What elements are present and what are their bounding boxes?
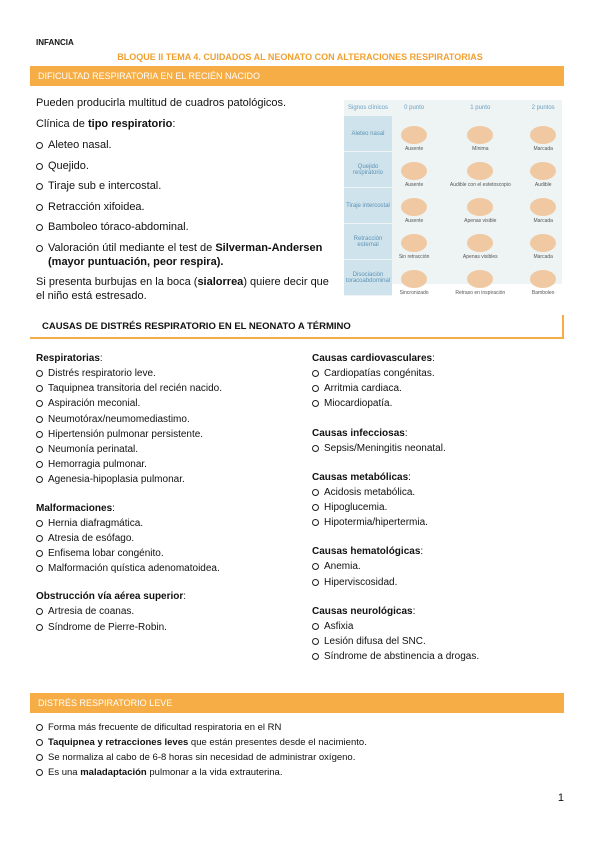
figure-caption: Marcada xyxy=(533,217,553,224)
list-item: Hipoglucemia. xyxy=(312,500,562,515)
figure-caption: Ausente xyxy=(404,181,424,188)
group-title-text: Malformaciones xyxy=(36,502,113,514)
group-title-respiratorias: Respiratorias: xyxy=(36,353,103,364)
group-list xyxy=(312,366,562,412)
list-item: Artresia de coanas. xyxy=(36,604,296,619)
list-item: Se normaliza al cabo de 6-8 horas sin necesidad de administrar oxígeno. xyxy=(36,750,566,765)
baby-illustration xyxy=(530,198,556,216)
list-item: Síndrome de abstinencia a drogas. xyxy=(312,649,562,664)
figure-caption: Ausente xyxy=(404,145,424,152)
burbujas-prefix: Si presenta burbujas en la boca ( xyxy=(36,276,198,288)
section3-body xyxy=(36,720,566,780)
list-item: Malformación quística adenomatoidea. xyxy=(36,561,296,576)
silverman-figure xyxy=(344,100,562,296)
list-item: Neumotórax/neumomediastimo. xyxy=(36,412,296,427)
figure-caption: Sincronizado xyxy=(399,289,429,296)
list-item: Arritmia cardiaca. xyxy=(312,381,562,396)
burbujas-suffix: ) quiere decir que el niño está estresado. xyxy=(36,276,329,302)
figure-caption: Apenas visible xyxy=(464,217,497,224)
figure-caption: Marcada xyxy=(533,145,553,152)
list-item: Hipertensión pulmonar persistente. xyxy=(36,427,296,442)
list-item: Hipotermia/hipertermia. xyxy=(312,515,562,530)
baby-illustration xyxy=(467,162,493,180)
list-item: Hernia diafragmática. xyxy=(36,516,296,531)
list-item: Lesión difusa del SNC. xyxy=(312,634,562,649)
list-item: Aleteo nasal. xyxy=(36,138,336,152)
list-item xyxy=(36,735,566,750)
group-title-metabolicas: Causas metabólicas: xyxy=(312,471,411,483)
figure-caption: Bamboleo xyxy=(531,289,555,296)
list-item: Forma más frecuente de dificultad respiratoria en el RN xyxy=(36,720,566,735)
list-item: Quejido. xyxy=(36,159,336,173)
group-title-cardiovasculares: Causas cardiovasculares: xyxy=(312,353,435,364)
figure-caption: Ausente xyxy=(404,217,424,224)
baby-illustration xyxy=(467,126,493,144)
figure-cell xyxy=(392,152,436,188)
group-title-text: Obstrucción vía aérea superior xyxy=(36,591,184,603)
page-number: 1 xyxy=(557,792,564,804)
burbujas-text xyxy=(36,275,336,303)
item4-bold: maladaptación xyxy=(80,767,147,778)
list-item: Asfixia xyxy=(312,619,562,634)
figure-cell xyxy=(524,188,562,224)
intro-text: Pueden producirla multitud de cuadros patológicos. xyxy=(36,97,287,109)
list-item: Taquipnea transitoria del recién nacido. xyxy=(36,381,296,396)
clinica-bold: tipo respiratorio xyxy=(87,118,173,130)
figure-col-header: Signos clínicos xyxy=(347,105,389,111)
list-item-silverman xyxy=(36,241,336,269)
list-item: Aspiración meconial. xyxy=(36,396,296,411)
list-item xyxy=(36,765,566,780)
baby-illustration xyxy=(401,162,427,180)
section-heading-causas: CAUSAS DE DISTRÉS RESPIRATORIO EN EL NEONATO A TÉRMINO xyxy=(30,315,564,339)
figure-cell xyxy=(392,260,436,296)
baby-illustration xyxy=(401,234,427,252)
group-list xyxy=(36,604,296,634)
figure-caption: Apenas visibles xyxy=(462,253,498,260)
baby-illustration xyxy=(530,126,556,144)
figure-cell xyxy=(392,188,436,224)
clinica-list xyxy=(36,138,336,269)
figure-cell xyxy=(392,224,436,260)
list-item: Síndrome de Pierre-Robin. xyxy=(36,620,296,635)
figure-caption: Marcada xyxy=(533,253,553,260)
section-heading-distres-leve: DISTRÉS RESPIRATORIO LEVE xyxy=(30,693,564,713)
group-title-text: Causas hematológicas xyxy=(312,546,421,558)
silverman-bold: Silverman-Andersen (mayor puntuación, peor respira). xyxy=(48,241,323,268)
list-item: Cardiopatías congénitas. xyxy=(312,366,562,381)
section-heading-dificultad: DIFICULTAD RESPIRATORIA EN EL RECIÉN NACIDO xyxy=(30,66,564,86)
list-item: Hemorragia pulmonar. xyxy=(36,457,296,472)
group-list xyxy=(36,366,296,488)
causas-right-column xyxy=(312,351,562,664)
figure-row-label: Tiraje intercostal xyxy=(344,188,392,224)
clinica-prefix: Clínica de xyxy=(36,118,88,130)
list-item: Hiperviscosidad. xyxy=(312,575,562,590)
group-list xyxy=(312,485,562,531)
baby-illustration xyxy=(401,198,427,216)
figure-cell xyxy=(524,152,562,188)
figure-row-label: Quejido respiratorio xyxy=(344,152,392,188)
figure-col-header: 2 puntos xyxy=(531,105,555,111)
baby-illustration xyxy=(401,270,427,288)
distres-leve-list xyxy=(36,720,566,780)
list-item: Retracción xifoidea. xyxy=(36,200,336,214)
figure-cell xyxy=(524,116,562,152)
list-item: Sepsis/Meningitis neonatal. xyxy=(312,441,562,456)
item4-rest: pulmonar a la vida extrauterina. xyxy=(146,767,283,778)
baby-illustration xyxy=(530,270,556,288)
item2-rest: que están presentes desde el nacimiento. xyxy=(188,737,367,748)
list-item: Agenesia-hipoplasia pulmonar. xyxy=(36,472,296,487)
baby-illustration xyxy=(401,126,427,144)
figure-row-label: Retracción esternal xyxy=(344,224,392,260)
list-item: Tiraje sub e intercostal. xyxy=(36,179,336,193)
figure-caption: Audible con el estetoscopio xyxy=(449,181,511,188)
group-title-obstruccion: Obstrucción vía aérea superior: xyxy=(36,591,187,603)
figure-row-label: Disociación toracoabdominal xyxy=(344,260,392,296)
list-item: Acidosis metabólica. xyxy=(312,485,562,500)
group-list xyxy=(312,441,562,456)
silverman-prefix: Valoración útil mediante el test de xyxy=(48,241,216,254)
causas-left-column xyxy=(36,351,296,635)
baby-illustration xyxy=(467,198,493,216)
list-item: Miocardiopatía. xyxy=(312,396,562,411)
list-item: Bamboleo tóraco-abdominal. xyxy=(36,220,336,234)
figure-caption: Audible xyxy=(534,181,552,188)
figure-cell xyxy=(436,260,524,296)
document-title: BLOQUE II TEMA 4. CUIDADOS AL NEONATO CON ALTERACIONES RESPIRATORIAS xyxy=(117,52,483,62)
baby-illustration xyxy=(530,162,556,180)
subject-label: INFANCIA xyxy=(36,38,74,47)
group-title-text: Causas infecciosas xyxy=(312,427,405,439)
list-item: Neumonía perinatal. xyxy=(36,442,296,457)
figure-caption: Retraso en inspiración xyxy=(455,289,506,296)
figure-cell xyxy=(436,188,524,224)
baby-illustration xyxy=(467,270,493,288)
list-item: Enfisema lobar congénito. xyxy=(36,546,296,561)
group-list xyxy=(36,516,296,577)
figure-caption: Sin retracción xyxy=(398,253,430,260)
burbujas-bold: sialorrea xyxy=(197,276,244,288)
baby-illustration xyxy=(530,234,556,252)
figure-row-label: Aleteo nasal xyxy=(344,116,392,152)
clinica-line xyxy=(36,117,336,131)
figure-cell xyxy=(436,116,524,152)
figure-caption: Mínima xyxy=(472,145,489,152)
group-title-text: Causas metabólicas xyxy=(312,471,409,483)
silverman-table xyxy=(344,100,562,296)
group-title-hematologicas: Causas hematológicas: xyxy=(312,546,424,558)
list-item: Atresia de esófago. xyxy=(36,531,296,546)
figure-cell xyxy=(524,224,562,260)
group-list xyxy=(312,619,562,665)
group-list xyxy=(312,559,562,589)
group-title-text: Causas cardiovasculares xyxy=(312,353,433,364)
list-item: Anemia. xyxy=(312,559,562,574)
group-title-neurologicas: Causas neurológicas: xyxy=(312,605,416,617)
list-item: Distrés respiratorio leve. xyxy=(36,366,296,381)
figure-cell xyxy=(436,224,524,260)
figure-cell xyxy=(436,152,524,188)
section1-body xyxy=(36,96,336,303)
group-title-text: Respiratorias xyxy=(36,353,100,364)
figure-cell xyxy=(524,260,562,296)
group-title-malformaciones: Malformaciones: xyxy=(36,502,115,514)
baby-illustration xyxy=(467,234,493,252)
group-title-text: Causas neurológicas xyxy=(312,605,413,617)
item4-prefix: Es una xyxy=(48,767,81,778)
clinica-suffix: : xyxy=(172,118,176,130)
group-title-infecciosas: Causas infecciosas: xyxy=(312,427,408,439)
figure-col-header: 0 punto xyxy=(404,105,425,111)
item2-bold: Taquipnea y retracciones leves xyxy=(48,737,189,748)
figure-col-header: 1 punto xyxy=(470,105,491,111)
figure-cell xyxy=(392,116,436,152)
